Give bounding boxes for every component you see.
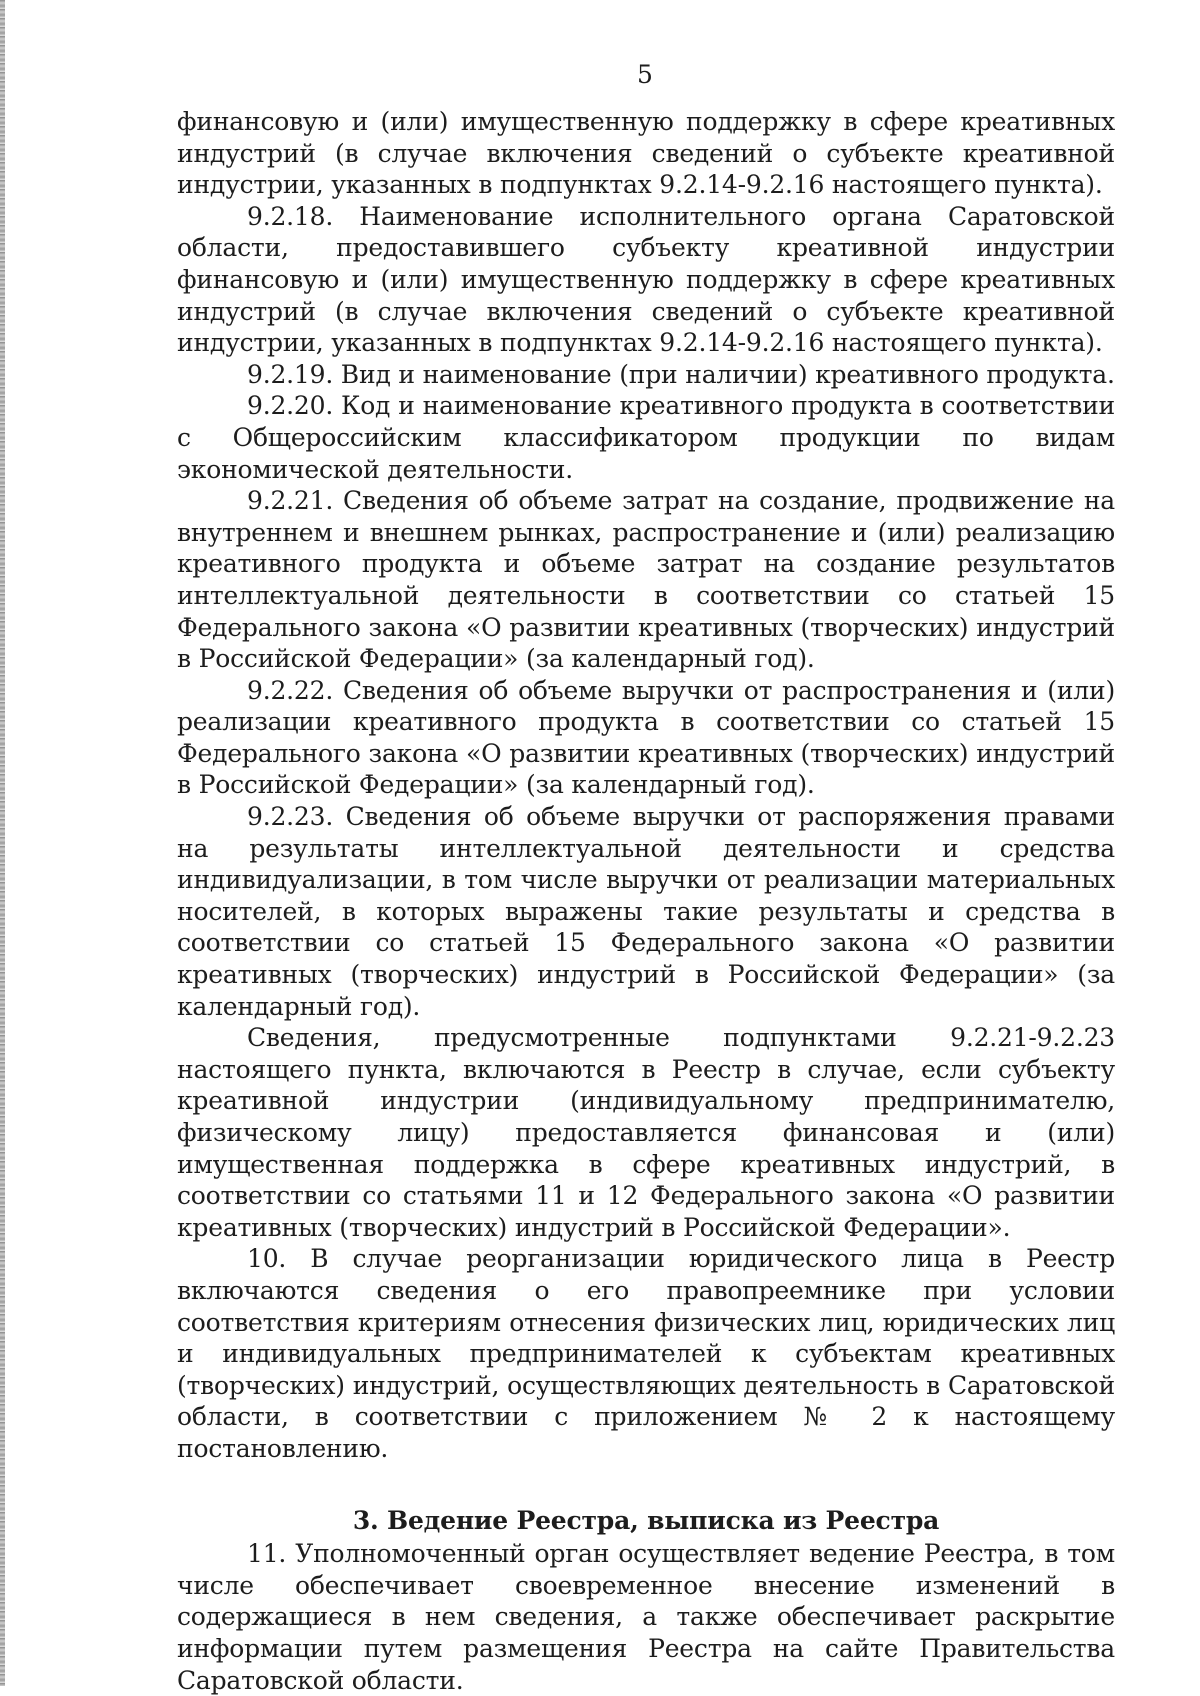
paragraph-9-2-23: 9.2.23. Сведения об объеме выручки от распоряжения правами на результаты интеллектуальной деятельности и средства индивидуализации, в том числе выручки от реализации материальных носителей, в которых выражены такие результаты и средства в соответствии со статьей 15 Федерального закона «О развитии креативных (творческих) индустрий в Российской Федерации» (за календарный год).: [177, 802, 1115, 1021]
page-number: 5: [637, 60, 653, 89]
paragraph-svedeniya: Сведения, предусмотренные подпунктами 9.2.21-9.2.23 настоящего пункта, включаются в Реестр в случае, если субъекту креативной индустрии (индивидуальному предпринимателю, физическому лицу) предоставляется финансовая и (или) имущественная поддержка в сфере креативных индустрий, в соответствии со статьями 11 и 12 Федерального закона «О развитии креативных (творческих) индустрий в Российской Федерации».: [177, 1023, 1115, 1242]
section-heading: 3. Ведение Реестра, выписка из Реестра: [352, 1505, 940, 1535]
paragraph-9-2-18: 9.2.18. Наименование исполнительного органа Саратовской области, предоставившего субъекту креативной индустрии финансовую и (или) имущественную поддержку в сфере креативных индустрий (в случае включения сведений о субъекте креативной индустрии, указанных в подпунктах 9.2.14-9.2.16 настоящего пункта).: [177, 201, 1115, 358]
paragraph-9-2-20: 9.2.20. Код и наименование креативного продукта в соответствии с Общероссийским классификатором продукции по видам экономической деятельности.: [177, 391, 1115, 484]
paragraph-9-2-21: 9.2.21. Сведения об объеме затрат на создание, продвижение на внутреннем и внешнем рынках, распространение и (или) реализацию креативного продукта и объеме затрат на создание результатов интеллектуальной деятельности в соответствии со статьей 15 Федерального закона «О развитии креативных (творческих) индустрий в Российской Федерации» (за календарный год).: [177, 486, 1115, 674]
paragraph-9-2-19: 9.2.19. Вид и наименование (при наличии) креативного продукта.: [247, 359, 1115, 389]
paragraph-11: 11. Уполномоченный орган осуществляет ведение Реестра, в том числе обеспечивает своевременное внесение изменений в содержащиеся в нем сведения, а также обеспечивает раскрытие информации путем размещения Реестра на сайте Правительства Саратовской области.: [177, 1539, 1115, 1695]
paragraph-continuation: финансовую и (или) имущественную поддержку в сфере креативных индустрий (в случае включения сведений о субъекте креативной индустрии, указанных в подпунктах 9.2.14-9.2.16 настоящего пункта).: [177, 107, 1115, 200]
paragraph-9-2-22: 9.2.22. Сведения об объеме выручки от распространения и (или) реализации креативного продукта в соответствии со статьей 15 Федерального закона «О развитии креативных (творческих) индустрий в Российской Федерации» (за календарный год).: [177, 675, 1115, 800]
document-body: [177, 106, 1115, 1696]
paragraph-10: 10. В случае реорганизации юридического лица в Реестр включаются сведения о его правопреемнике при условии соответствия критериям отнесения физических лиц, юридических лиц и индивидуальных предпринимателей к субъектам креативных (творческих) индустрий, осуществляющих деятельность в Саратовской области, в соответствии с приложением № 2 к настоящему постановлению.: [177, 1244, 1115, 1463]
